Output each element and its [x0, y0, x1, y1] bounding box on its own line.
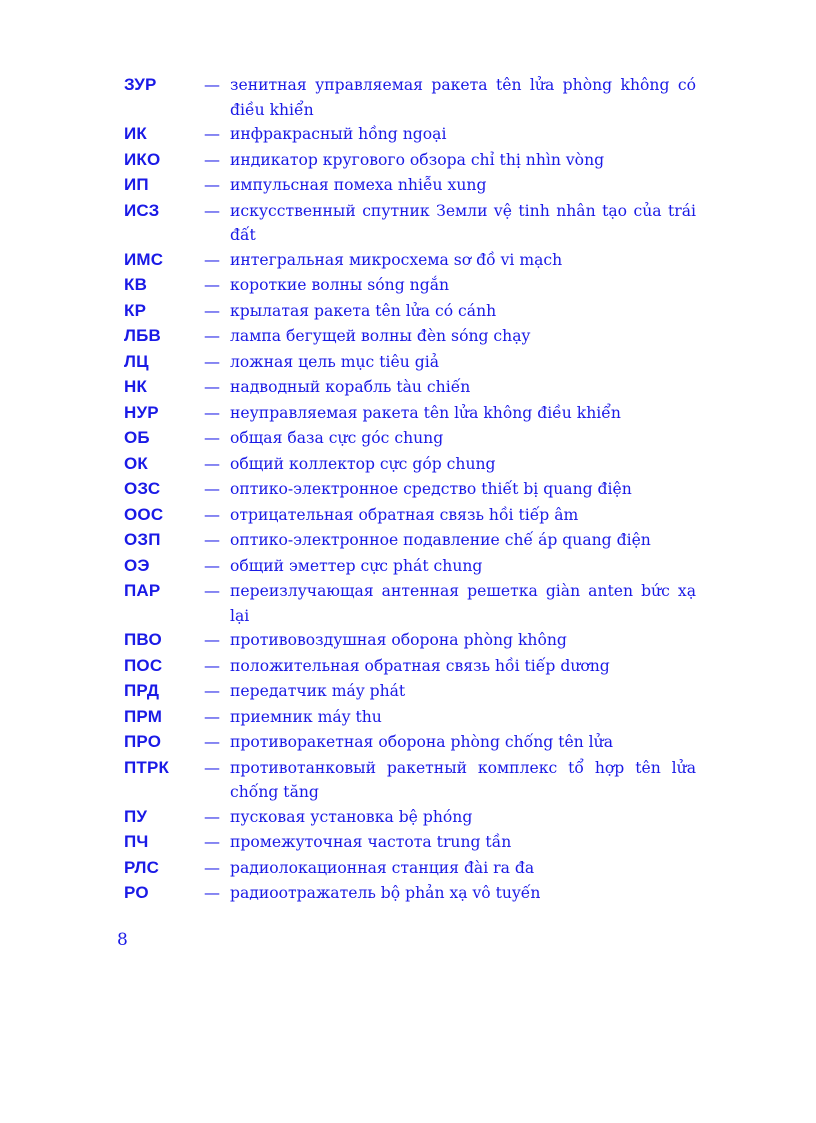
page-number: 8: [117, 930, 128, 950]
entry-dash: —: [204, 681, 220, 700]
entry-abbreviation: ПРО: [124, 732, 162, 751]
entry-abbreviation: ПОС: [124, 655, 163, 675]
entry-abbreviation: ПАР: [124, 581, 161, 600]
entry-dash: —: [204, 806, 220, 826]
entry-abbreviation: ПЧ: [124, 832, 149, 851]
glossary-entry: [124, 528, 696, 554]
entry-dash: —: [204, 883, 220, 902]
entry-dash: —: [204, 149, 220, 169]
entry-abbreviation: ЛЦ: [124, 351, 149, 371]
glossary-entry: [124, 477, 696, 503]
entry-dash: —: [204, 732, 220, 751]
entry-abbreviation: ПУ: [124, 806, 148, 826]
entry-definition: общий эметтер cực phát chung: [230, 556, 483, 575]
glossary-entry: [124, 248, 696, 274]
entry-abbreviation: ИП: [124, 175, 149, 194]
entry-abbreviation: ПТРК: [124, 757, 170, 777]
entry-dash: —: [204, 275, 220, 294]
entry-definition: ложная цель mục tiêu giả: [230, 352, 440, 371]
entry-abbreviation: КР: [124, 300, 147, 320]
entry-dash: —: [204, 300, 220, 320]
entry-abbreviation: ПРМ: [124, 706, 163, 726]
entry-definition: лампа бегущей волны đèn sóng chạy: [230, 327, 531, 345]
glossary-entry: [124, 856, 696, 882]
entry-definition: передатчик máy phát: [230, 682, 406, 700]
entry-definition: переизлучающая антенная решетка giàn anten bức xạ lại: [230, 582, 696, 625]
entry-definition: общая база cực góc chung: [230, 429, 444, 447]
entry-dash: —: [204, 249, 220, 269]
entry-definition: неуправляемая ракета tên lửa không điều khiển: [230, 403, 621, 422]
entry-dash: —: [204, 530, 220, 549]
glossary-entry: [124, 705, 696, 731]
glossary-entry: [124, 679, 696, 705]
glossary-entry: [124, 881, 696, 907]
entry-abbreviation: ЛБВ: [124, 326, 162, 345]
entry-abbreviation: ИК: [124, 124, 147, 143]
glossary-entry: [124, 730, 696, 756]
entry-dash: —: [204, 581, 220, 600]
entry-definition: промежуточная частота trung tần: [230, 833, 512, 851]
entry-dash: —: [204, 402, 220, 422]
entry-dash: —: [204, 504, 220, 524]
entry-abbreviation: ООС: [124, 504, 164, 524]
entry-abbreviation: ОЗС: [124, 479, 161, 498]
glossary-entry: [124, 628, 696, 654]
glossary-entry: [124, 324, 696, 350]
glossary-entry: [124, 554, 696, 580]
entry-abbreviation: ОБ: [124, 428, 150, 447]
glossary-entry: [124, 273, 696, 299]
entry-definition: зенитная управляемая ракета tên lửa phòng không có điều khiển: [230, 76, 696, 119]
abbreviation-list: [124, 73, 696, 907]
entry-abbreviation: КВ: [124, 275, 148, 294]
entry-abbreviation: ЗУР: [124, 75, 157, 94]
entry-dash: —: [204, 453, 220, 473]
entry-abbreviation: ПВО: [124, 630, 162, 649]
entry-dash: —: [204, 200, 220, 220]
entry-dash: —: [204, 75, 220, 94]
entry-abbreviation: РЛС: [124, 857, 160, 877]
entry-dash: —: [204, 630, 220, 649]
glossary-entry: [124, 173, 696, 199]
entry-abbreviation: ИСЗ: [124, 200, 160, 220]
glossary-entry: [124, 830, 696, 856]
entry-definition: противотанковый ракетный комплекс tổ hợp tên lửa chống tăng: [230, 758, 696, 801]
entry-abbreviation: ПРД: [124, 681, 160, 700]
entry-abbreviation: РО: [124, 883, 149, 902]
entry-definition: оптико-электронное средство thiết bị quang điện: [230, 480, 632, 498]
glossary-entry: [124, 579, 696, 628]
glossary-entry: [124, 756, 696, 805]
entry-definition: общий коллектор cực góp chung: [230, 454, 496, 473]
glossary-entry: [124, 375, 696, 401]
entry-definition: инфракрасный hồng ngoại: [230, 125, 447, 143]
entry-dash: —: [204, 655, 220, 675]
entry-definition: приемник máy thu: [230, 707, 382, 726]
entry-abbreviation: ИКО: [124, 149, 161, 169]
glossary-entry: [124, 426, 696, 452]
entry-definition: противовоздушная оборона phòng không: [230, 631, 567, 649]
entry-dash: —: [204, 832, 220, 851]
entry-definition: отрицательная обратная связь hồi tiếp âm: [230, 505, 579, 524]
glossary-entry: [124, 148, 696, 174]
entry-definition: радиоотражатель bộ phản xạ vô tuyến: [230, 884, 541, 902]
entry-abbreviation: НУР: [124, 402, 159, 422]
entry-abbreviation: ОЗП: [124, 530, 161, 549]
entry-dash: —: [204, 757, 220, 777]
glossary-entry: [124, 199, 696, 248]
glossary-entry: [124, 452, 696, 478]
entry-abbreviation: ОЭ: [124, 555, 150, 575]
entry-dash: —: [204, 124, 220, 143]
glossary-entry: [124, 805, 696, 831]
glossary-entry: [124, 299, 696, 325]
glossary-entry: [124, 73, 696, 122]
entry-definition: индикатор кругового обзора chỉ thị nhìn vòng: [230, 150, 605, 169]
entry-dash: —: [204, 857, 220, 877]
entry-definition: пусковая установка bệ phóng: [230, 807, 473, 826]
entry-dash: —: [204, 555, 220, 575]
entry-dash: —: [204, 479, 220, 498]
glossary-entry: [124, 654, 696, 680]
entry-definition: оптико-электронное подавление chế áp quang điện: [230, 531, 651, 549]
entry-dash: —: [204, 175, 220, 194]
entry-definition: противоракетная оборона phòng chống tên lửa: [230, 733, 614, 751]
entry-dash: —: [204, 377, 220, 396]
entry-dash: —: [204, 351, 220, 371]
entry-dash: —: [204, 326, 220, 345]
entry-definition: крылатая ракета tên lửa có cánh: [230, 301, 497, 320]
glossary-entry: [124, 122, 696, 148]
entry-definition: короткие волны sóng ngắn: [230, 276, 450, 294]
glossary-entry: [124, 503, 696, 529]
entry-dash: —: [204, 428, 220, 447]
entry-definition: искусственный спутник Земли vệ tinh nhân tạo của trái đất: [230, 201, 696, 244]
entry-definition: интегральная микросхема sơ đồ vi mạch: [230, 250, 563, 269]
glossary-entry: [124, 401, 696, 427]
entry-definition: радиолокационная станция đài ra đa: [230, 858, 535, 877]
entry-abbreviation: ИМС: [124, 249, 164, 269]
entry-definition: импульсная помеха nhiễu xung: [230, 176, 487, 194]
glossary-entry: [124, 350, 696, 376]
entry-dash: —: [204, 706, 220, 726]
entry-abbreviation: ОК: [124, 453, 148, 473]
entry-definition: положительная обратная связь hồi tiếp dương: [230, 656, 610, 675]
entry-definition: надводный корабль tàu chiến: [230, 378, 471, 396]
entry-abbreviation: НК: [124, 377, 148, 396]
